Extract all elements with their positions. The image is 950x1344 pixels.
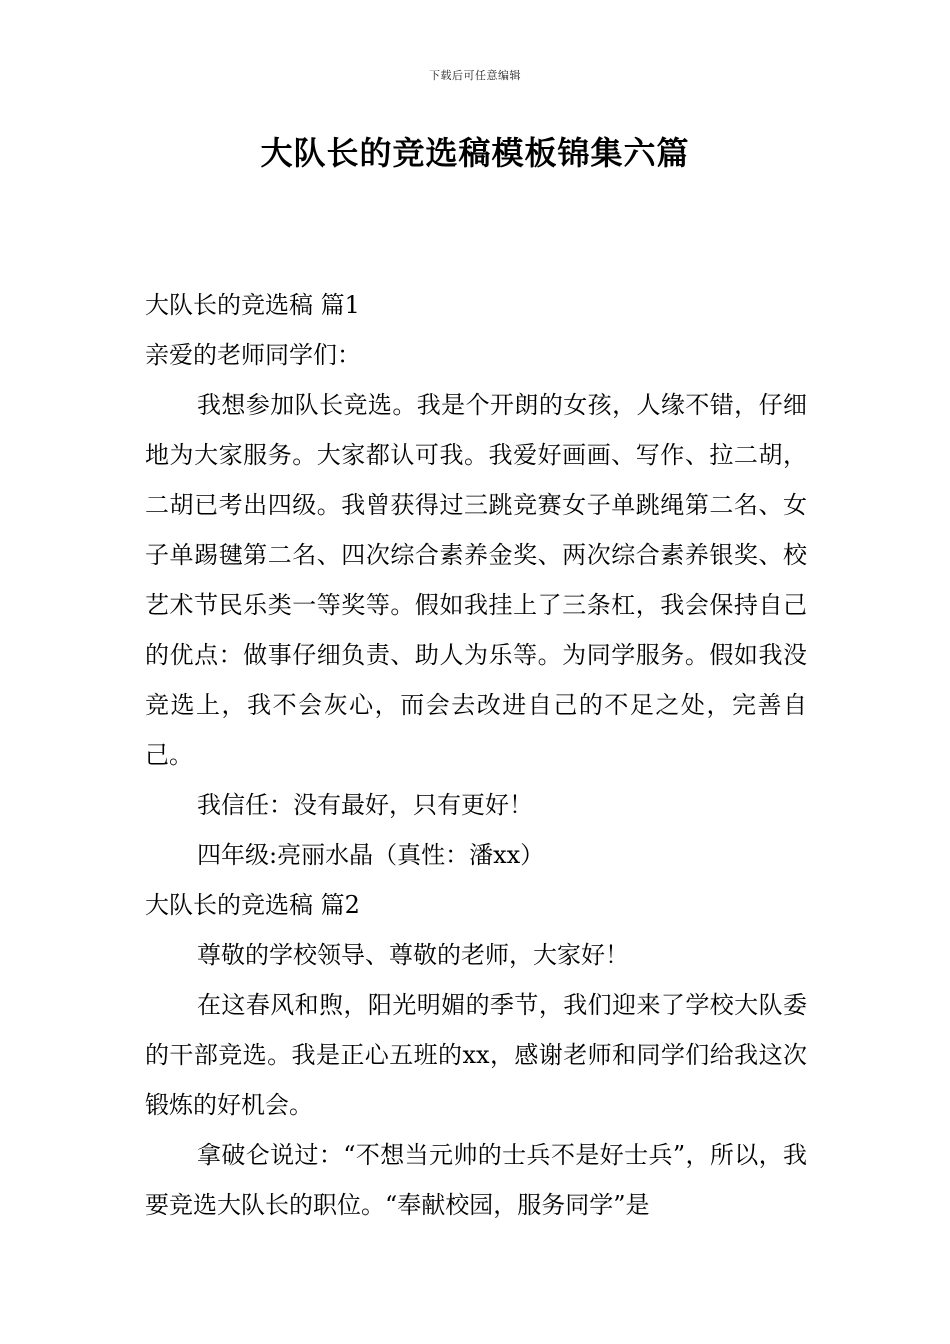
section-heading-1: 大队长的竞选稿 篇1 — [145, 291, 360, 319]
paragraph: 拿破仑说过：“不想当元帅的士兵不是好士兵”，所以，我要竞选大队长的职位。“奉献校园，服务同学”是 — [145, 1141, 807, 1219]
paragraph: 我想参加队长竞选。我是个开朗的女孩，人缘不错，仔细地为大家服务。大家都认可我。我爱好画画、写作、拉二胡，二胡已考出四级。我曾获得过三跳竞赛女子单跳绳第二名、女子单踢毽第二名、四次综合素养金奖、两次综合素养银奖、校艺术节民乐类一等奖等。假如我挂上了三条杠，我会保持自己的优点：做事仔细负责、助人为乐等。为同学服务。假如我没竞选上，我不会灰心，而会去改进自己的不足之处，完善自己。 — [145, 391, 807, 769]
section-heading-2: 大队长的竞选稿 篇2 — [145, 891, 360, 919]
paragraph: 我信任：没有最好，只有更好！ — [197, 791, 533, 819]
signature-line: 四年级:亮丽水晶（真性：潘xx） — [197, 841, 545, 869]
salutation: 亲爱的老师同学们： — [145, 341, 361, 369]
document-title: 大队长的竞选稿模板锦集六篇 — [260, 134, 690, 172]
paragraph: 尊敬的学校领导、尊敬的老师，大家好！ — [197, 941, 629, 969]
document-body — [145, 280, 807, 1230]
paragraph: 在这春风和煦，阳光明媚的季节，我们迎来了学校大队委的干部竞选。我是正心五班的xx，感谢老师和同学们给我这次锻炼的好机会。 — [145, 991, 807, 1119]
header-note: 下载后可任意编辑 — [429, 69, 521, 82]
